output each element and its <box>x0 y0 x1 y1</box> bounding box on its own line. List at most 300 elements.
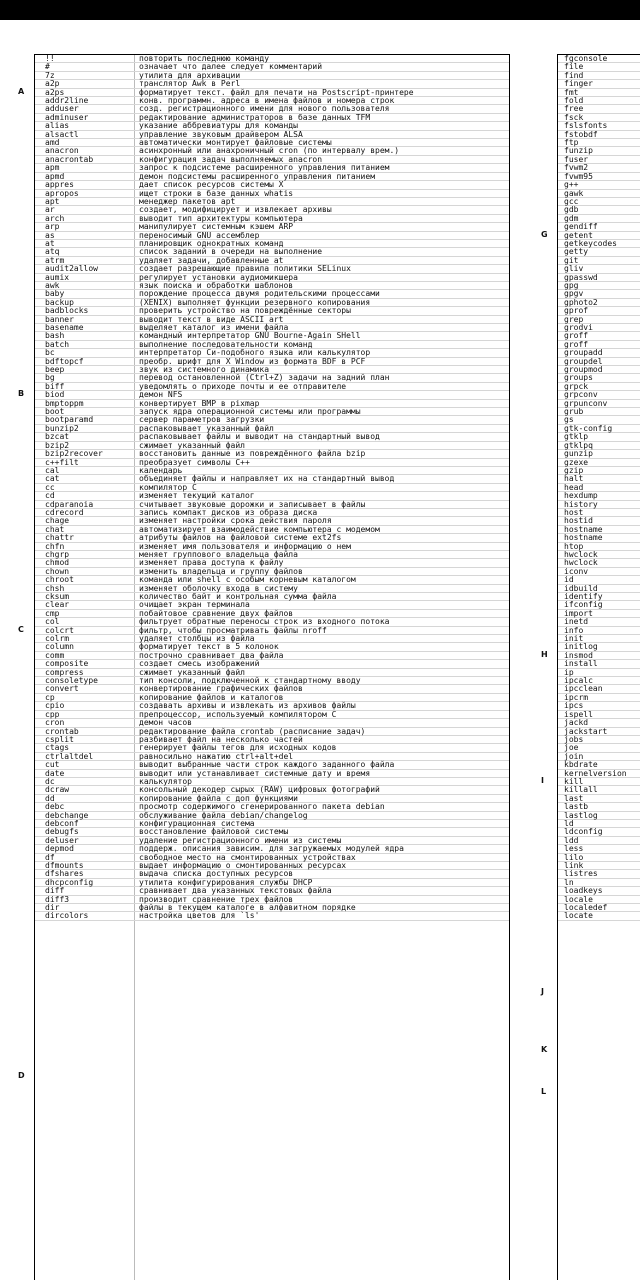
command-name: gawk <box>564 188 584 198</box>
command-name: arch <box>45 213 65 223</box>
table-row <box>35 72 509 80</box>
table-row <box>35 383 509 391</box>
command-description: выполнение последовательности команд <box>139 339 313 349</box>
command-name: fsck <box>564 112 584 122</box>
command-name: alias <box>45 121 70 131</box>
table-row <box>35 711 509 719</box>
command-description: сжимает указанный файл <box>139 667 245 677</box>
command-description: календарь <box>139 465 183 475</box>
command-description: конвертирует BMP в pixmap <box>139 398 260 408</box>
command-name: ldconfig <box>564 827 603 837</box>
command-name: ctags <box>45 743 70 753</box>
command-name: crontab <box>45 726 79 736</box>
command-description: препроцессор, используемый компилятором C <box>139 709 337 719</box>
command-name: chroot <box>45 575 74 585</box>
command-name: ipcrm <box>564 692 589 702</box>
command-name: gtklpq <box>564 440 593 450</box>
command-name: bzcat <box>45 432 70 442</box>
command-description: преобразует символы C++ <box>139 457 250 467</box>
command-name: gtk-config <box>564 423 613 433</box>
command-name: gzip <box>564 465 584 475</box>
command-name: kernelversion <box>564 768 627 778</box>
command-description: объединяет файлы и направляет их на стандартный вывод <box>139 474 395 484</box>
command-name: ifconfig <box>564 600 603 610</box>
command-description: планировщик однократных команд <box>139 238 284 248</box>
command-description: обслуживание файла debian/changelog <box>139 810 308 820</box>
table-row <box>35 652 509 660</box>
command-name: ctrlaltdel <box>45 751 94 761</box>
command-name: cpp <box>45 709 60 719</box>
command-name: id <box>564 575 574 585</box>
command-name: fstobdf <box>564 129 598 139</box>
command-name: loadkeys <box>564 886 603 896</box>
command-name: killall <box>564 785 598 795</box>
command-name: apmd <box>45 171 65 181</box>
command-name: fvwm2 <box>564 163 589 173</box>
command-description: автоматически монтирует файловые системы <box>139 138 332 148</box>
command-description: уведомлять о приходе почты и ее отправителе <box>139 381 347 391</box>
command-name: bootparamd <box>45 415 94 425</box>
table-row <box>35 391 509 399</box>
command-description: сравнивает два указанных текстовых файла <box>139 886 332 896</box>
command-name: bzip2recover <box>45 449 103 459</box>
command-description: транслятор Awk в Perl <box>139 79 241 89</box>
command-description: изменяет настройки срока действия пароля <box>139 516 332 526</box>
table-row <box>35 912 509 920</box>
command-description: распаковывает файлы и выводит на стандартный вывод <box>139 432 380 442</box>
command-name: groff <box>564 331 589 341</box>
command-name: biff <box>45 381 65 391</box>
command-description: сжимает указанный файл <box>139 440 245 450</box>
command-name: apt <box>45 196 60 206</box>
command-name: localedef <box>564 903 608 913</box>
command-description: производит сравнение трех файлов <box>139 894 294 904</box>
command-name: bmptoppm <box>45 398 84 408</box>
command-name: anacrontab <box>45 154 94 164</box>
command-name: g++ <box>564 180 579 190</box>
command-name: gtklp <box>564 432 589 442</box>
command-description: запрос к подсистеме расширенного управления питанием <box>139 163 390 173</box>
command-description: восстановить данные из повреждённого файла bzip <box>139 449 366 459</box>
command-description: порождение процесса двумя родительскими процессами <box>139 289 380 299</box>
command-name: cd <box>45 491 55 501</box>
command-description: демон NFS <box>139 390 183 400</box>
command-name: convert <box>45 684 79 694</box>
command-name: cat <box>45 474 60 484</box>
command-name: chattr <box>45 533 74 543</box>
command-description: указание аббревиатуры для команды <box>139 121 298 131</box>
command-name: ipcclean <box>564 684 603 694</box>
command-description: форматирует текст в 5 колонок <box>139 642 279 652</box>
command-name: chmod <box>45 558 70 568</box>
command-description: удаляет столбцы из файла <box>139 634 255 644</box>
command-name: locale <box>564 894 593 904</box>
command-name: dircolors <box>45 911 89 921</box>
command-name: groff <box>564 339 589 349</box>
command-description: консольный декодер сырых (RAW) цифровых фотографий <box>139 785 380 795</box>
command-description: равносильно нажатию ctrl+alt+del <box>139 751 294 761</box>
section-letter: C <box>18 624 24 634</box>
command-name: debconf <box>45 818 79 828</box>
command-name: kbdrate <box>564 760 598 770</box>
command-name: boot <box>45 407 65 417</box>
command-name: groupmod <box>564 365 603 375</box>
command-name: biod <box>45 390 65 400</box>
left-rows <box>35 55 509 921</box>
command-name: gpg <box>564 280 579 290</box>
command-description: управление звуковым драйвером ALSA <box>139 129 303 139</box>
command-name: compress <box>45 667 84 677</box>
command-name: col <box>45 617 60 627</box>
command-description: копирование файлов и каталогов <box>139 692 284 702</box>
command-description: повторить последнюю команду <box>139 54 270 63</box>
command-description: восстановление файловой системы <box>139 827 289 837</box>
command-name: a2ps <box>45 87 65 97</box>
command-name: cron <box>45 718 65 728</box>
command-description: форматирует текст. файл для печати на Postscript-принтере <box>139 87 414 97</box>
command-name: inetd <box>564 617 589 627</box>
command-description: разбивает файл на несколько частей <box>139 734 303 744</box>
command-description: побайтовое сравнение двух файлов <box>139 608 294 618</box>
command-description: конфигурационная система <box>139 818 255 828</box>
command-description: создает смесь изображений <box>139 659 260 669</box>
command-name: hwclock <box>564 549 598 559</box>
command-description: калькулятор <box>139 776 192 786</box>
command-description: изменяет права доступа к файлу <box>139 558 284 568</box>
command-name: gpgv <box>564 289 584 299</box>
command-name: atq <box>45 247 60 257</box>
command-description: выводит текст в виде ASCII art <box>139 314 284 324</box>
command-name: beep <box>45 365 65 375</box>
command-name: import <box>564 608 593 618</box>
command-name: bg <box>45 373 55 383</box>
command-name: finger <box>564 79 593 89</box>
command-name: batch <box>45 339 70 349</box>
command-name: at <box>45 238 55 248</box>
command-description: конв. программн. адреса в имена файлов и номера строк <box>139 96 395 106</box>
command-name: chfn <box>45 541 65 551</box>
command-name: colrm <box>45 634 70 644</box>
command-name: chat <box>45 524 65 534</box>
command-name: git <box>564 255 579 265</box>
table-row <box>35 190 509 198</box>
command-name: hostname <box>564 524 603 534</box>
command-description: дает список ресурсов системы X <box>139 180 284 190</box>
command-name: head <box>564 482 584 492</box>
command-name: hexdump <box>564 491 598 501</box>
command-name: baby <box>45 289 65 299</box>
command-description: создает разрешающие правила политики SELinux <box>139 264 351 274</box>
command-name: cdrecord <box>45 507 84 517</box>
command-name: awk <box>45 280 60 290</box>
command-name: lastb <box>564 802 589 812</box>
command-description: атрибуты файлов на файловой системе ext2fs <box>139 533 342 543</box>
command-description: менеджер пакетов apt <box>139 196 236 206</box>
command-name: badblocks <box>45 306 89 316</box>
table-row <box>35 812 509 820</box>
command-name: getkeycodes <box>564 238 617 248</box>
command-description: свободное место на смонтированных устройствах <box>139 852 356 862</box>
command-name: fgconsole <box>564 54 608 63</box>
command-description: утилита конфигурирования службы DHCP <box>139 877 313 887</box>
command-description: запуск ядра операционной системы или программы <box>139 407 361 417</box>
command-name: bdftopcf <box>45 356 84 366</box>
command-name: consoletype <box>45 676 98 686</box>
command-description: редактирование файла crontab (расписание задач) <box>139 726 366 736</box>
command-description: язык поиска и обработки шаблонов <box>139 280 294 290</box>
command-name: clear <box>45 600 70 610</box>
command-name: dfshares <box>45 869 84 879</box>
command-description: выделяет каталог из имени файла <box>139 323 289 332</box>
command-name: gs <box>564 415 574 425</box>
command-description: распаковывает указанный файл <box>139 423 274 433</box>
command-name: hostid <box>564 516 593 526</box>
command-name: getent <box>564 230 593 240</box>
command-name: file <box>564 62 584 72</box>
command-name: grub <box>564 407 584 417</box>
command-name: groupdel <box>564 356 603 366</box>
command-name: a2p <box>45 79 60 89</box>
command-name: getty <box>564 247 589 257</box>
table-row <box>35 433 509 441</box>
table-row <box>35 484 509 492</box>
command-name: diff3 <box>45 894 70 904</box>
command-name: grodvi <box>564 323 593 332</box>
command-description: манипулирует системным кэшем ARP <box>139 222 294 232</box>
command-description: выдача списка доступных ресурсов <box>139 869 294 879</box>
table-row <box>35 63 509 71</box>
command-name: fuser <box>564 154 589 164</box>
command-name: gendiff <box>564 222 598 232</box>
section-letter: D <box>18 1070 25 1080</box>
command-description: изменяет оболочку входа в систему <box>139 583 298 593</box>
table-row <box>35 627 509 635</box>
section-letter: J <box>541 986 544 996</box>
command-description: выводит выбранные части строк каждого заданного файла <box>139 760 395 770</box>
command-name: find <box>564 70 584 80</box>
command-name: deluser <box>45 835 79 845</box>
command-name: date <box>45 768 65 778</box>
section-letter: I <box>541 776 544 786</box>
command-description: сервер параметров загрузки <box>139 415 265 425</box>
command-name: ftp <box>564 138 579 148</box>
command-name: fvwm95 <box>564 171 593 181</box>
command-name: ld <box>564 818 574 828</box>
command-name: hostname <box>564 533 603 543</box>
command-description: удаление регистрационного имени из системы <box>139 835 342 845</box>
command-name: dc <box>45 776 55 786</box>
command-name: info <box>564 625 584 635</box>
command-name: gdb <box>564 205 579 215</box>
command-name: gcc <box>564 196 579 206</box>
command-name: diff <box>45 886 65 896</box>
command-name: df <box>45 852 55 862</box>
command-name: basename <box>45 323 84 332</box>
command-description: автоматизирует взаимодействие компьютера с модемом <box>139 524 380 534</box>
command-description: конфигурация задач выполняемых anacron <box>139 154 323 164</box>
command-name: debugfs <box>45 827 79 837</box>
command-name: cut <box>45 760 60 770</box>
command-name: gzexe <box>564 457 589 467</box>
command-name: chgrp <box>45 549 70 559</box>
table-row <box>35 408 509 416</box>
command-name: # <box>45 62 50 72</box>
section-letter: H <box>541 650 548 660</box>
command-name: grep <box>564 314 584 324</box>
command-name: bc <box>45 348 55 358</box>
table-row <box>35 358 509 366</box>
command-description: переносимый GNU ассемблер <box>139 230 260 240</box>
command-name: ipcalc <box>564 676 593 686</box>
command-name: apm <box>45 163 60 173</box>
command-name: ldd <box>564 835 579 845</box>
command-name: host <box>564 507 584 517</box>
command-name: kill <box>564 776 584 786</box>
command-description: интерпретатор Си-подобного языка или калькулятор <box>139 348 371 358</box>
command-name: grpck <box>564 381 589 391</box>
table-row <box>35 660 509 668</box>
section-letter: G <box>541 229 548 239</box>
command-description: конвертирование графических файлов <box>139 684 303 694</box>
command-description: выдает информацию о смонтированных ресурсах <box>139 861 347 870</box>
command-name: jackstart <box>564 726 608 736</box>
command-description: командный интерпретатор GNU Bourne-Again SHell <box>139 331 361 341</box>
command-name: comm <box>45 650 65 660</box>
command-name: gliv <box>564 264 584 274</box>
command-name: htop <box>564 541 584 551</box>
command-name: grpconv <box>564 390 598 400</box>
command-name: backup <box>45 297 74 307</box>
command-name: bzip2 <box>45 440 70 450</box>
command-name: debchange <box>45 810 89 820</box>
command-name: groupadd <box>564 348 603 358</box>
table-row <box>558 912 640 920</box>
command-description: фильтрует обратные переносы строк из входного потока <box>139 617 390 627</box>
command-description: настройка цветов для `ls' <box>139 911 260 921</box>
command-name: adduser <box>45 104 79 114</box>
command-name: dir <box>45 903 60 913</box>
command-description: асинхронный или анахроничный cron (по интервалу врем.) <box>139 146 400 156</box>
command-name: hwclock <box>564 558 598 568</box>
command-name: chage <box>45 516 70 526</box>
command-name: dd <box>45 793 55 803</box>
command-description: выводит тип архитектуры компьютера <box>139 213 303 223</box>
command-name: lastlog <box>564 810 598 820</box>
command-name: cp <box>45 692 55 702</box>
command-name: ispell <box>564 709 593 719</box>
command-name: jobs <box>564 734 584 744</box>
command-name: c++filt <box>45 457 79 467</box>
command-name: cdparanoia <box>45 499 94 509</box>
command-name: arp <box>45 222 60 232</box>
command-description: редактирование администраторов в базе данных TFM <box>139 112 371 122</box>
command-name: free <box>564 104 584 114</box>
command-description: изменяет имя пользователя и информацию о нем <box>139 541 351 551</box>
command-name: appres <box>45 180 74 190</box>
table-row <box>35 904 509 912</box>
command-name: as <box>45 230 55 240</box>
command-name: identify <box>564 592 603 601</box>
command-description: файлы в текущем каталоге в алфавитном порядке <box>139 903 356 913</box>
command-description: регулирует установки аудиомикшера <box>139 272 298 282</box>
command-description: демон подсистемы расширенного управления питанием <box>139 171 376 181</box>
command-name: bash <box>45 331 65 341</box>
command-name: banner <box>45 314 74 324</box>
command-name: link <box>564 861 584 870</box>
command-name: funzip <box>564 146 593 156</box>
command-name: gphoto2 <box>564 297 598 307</box>
command-name: alsactl <box>45 129 79 139</box>
command-description: запись компакт дисков из образа диска <box>139 507 318 517</box>
command-name: audit2allow <box>45 264 98 274</box>
command-name: idbuild <box>564 583 598 593</box>
command-name: initlog <box>564 642 598 652</box>
command-description: проверить устройство на повреждённые секторы <box>139 306 351 316</box>
command-description: список заданий в очереди на выполнение <box>139 247 323 257</box>
command-description: создавать архивы и извлекать из архивов файлы <box>139 701 356 711</box>
command-name: ip <box>564 667 574 677</box>
command-description: генерирует файлы тегов для исходных кодов <box>139 743 337 753</box>
command-name: joe <box>564 743 579 753</box>
command-description: созд. регистрационного имени для нового пользователя <box>139 104 390 114</box>
command-description: преобр. шрифт для X Window из формата BDF в PCF <box>139 356 366 366</box>
command-description: создает, модифицирует и извлекает архивы <box>139 205 332 215</box>
top-black-bar <box>0 0 640 20</box>
command-name: dfmounts <box>45 861 84 870</box>
command-description: демон часов <box>139 718 192 728</box>
command-description: количество байт и контрольная сумма файла <box>139 592 337 601</box>
command-name: cal <box>45 465 60 475</box>
command-name: halt <box>564 474 584 484</box>
command-name: dhcpconfig <box>45 877 94 887</box>
command-name: jackd <box>564 718 589 728</box>
command-description: компилятор C <box>139 482 197 492</box>
command-name: aumix <box>45 272 70 282</box>
table-row <box>35 593 509 601</box>
command-name: cc <box>45 482 55 492</box>
command-description: означает что далее следует комментарий <box>139 62 323 72</box>
command-name: atrm <box>45 255 65 265</box>
command-name: composite <box>45 659 89 669</box>
right-rows <box>558 55 640 921</box>
command-name: fslsfonts <box>564 121 608 131</box>
command-name: debc <box>45 802 65 812</box>
command-name: bunzip2 <box>45 423 79 433</box>
command-description: тип консоли, подключенной к стандартному вводу <box>139 676 361 686</box>
command-description: изменить владельца и группу файлов <box>139 566 303 576</box>
command-description: копирование файла с доп функциями <box>139 793 298 803</box>
section-letter: A <box>18 86 25 96</box>
command-name: listres <box>564 869 598 879</box>
command-description: изменяет текущий каталог <box>139 491 255 501</box>
command-name: fold <box>564 96 584 106</box>
command-description: команда или shell с особым корневым каталогом <box>139 575 356 585</box>
table-row <box>35 459 509 467</box>
section-letter: K <box>541 1045 548 1055</box>
command-name: gdm <box>564 213 579 223</box>
command-name: cpio <box>45 701 65 711</box>
command-name: chown <box>45 566 70 576</box>
command-name: last <box>564 793 584 803</box>
command-name: ln <box>564 877 574 887</box>
command-name: ar <box>45 205 55 215</box>
command-description: ищет строки в базе данных whatis <box>139 188 294 198</box>
command-description: очищает экран терминала <box>139 600 250 610</box>
command-name: column <box>45 642 74 652</box>
command-name: chsh <box>45 583 65 593</box>
command-description: утилита для архивации <box>139 70 241 80</box>
section-letter: B <box>18 389 25 399</box>
